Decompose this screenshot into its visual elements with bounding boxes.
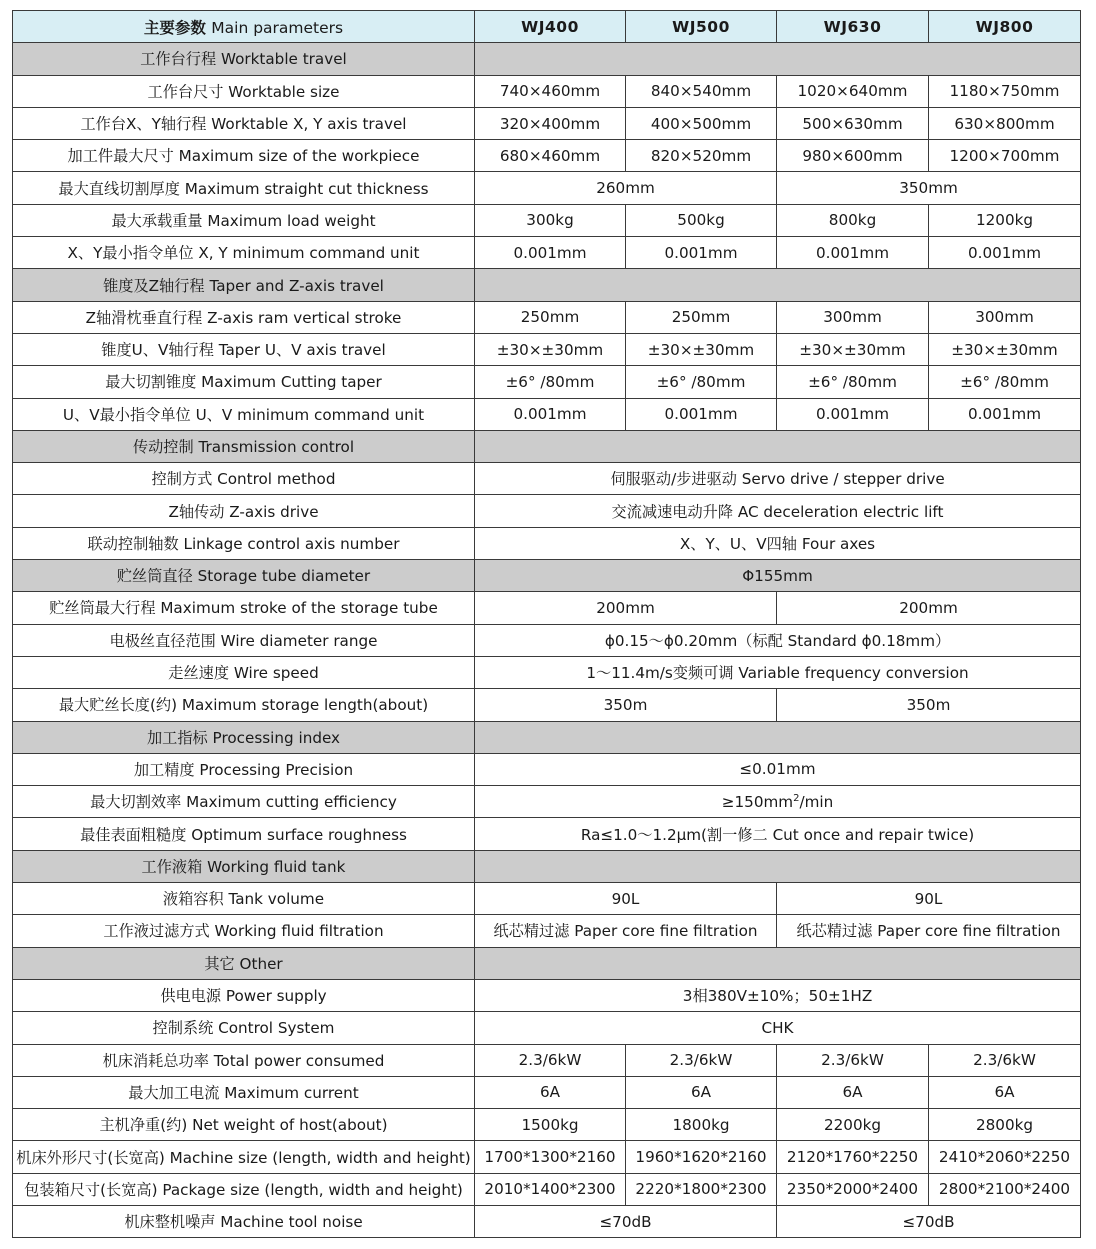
value-cell: 伺服驱动/步进驱动 Servo drive / stepper drive bbox=[475, 463, 1081, 495]
row-label: 机床消耗总功率 Total power consumed bbox=[13, 1044, 475, 1076]
table-row bbox=[13, 75, 1081, 107]
value-cell: 400×500mm bbox=[626, 107, 777, 139]
value-text: ≥150mm bbox=[721, 792, 794, 811]
value-cell: 纸芯精过滤 Paper core fine filtration bbox=[475, 915, 777, 947]
section-value-cell bbox=[475, 850, 1081, 882]
table-row bbox=[13, 915, 1081, 947]
row-label: X、Y最小指令单位 X, Y minimum command unit bbox=[13, 237, 475, 269]
value-cell: 纸芯精过滤 Paper core fine filtration bbox=[777, 915, 1081, 947]
row-label: 机床整机噪声 Machine tool noise bbox=[13, 1205, 475, 1237]
value-cell: 840×540mm bbox=[626, 75, 777, 107]
model-header-wj400: WJ400 bbox=[475, 11, 626, 43]
value-cell: 0.001mm bbox=[626, 237, 777, 269]
value-cell: 6A bbox=[626, 1076, 777, 1108]
row-label: 工作液过滤方式 Working fluid filtration bbox=[13, 915, 475, 947]
row-label: Z轴传动 Z-axis drive bbox=[13, 495, 475, 527]
value-cell: Ra≤1.0～1.2μm(割一修二 Cut once and repair twice) bbox=[475, 818, 1081, 850]
value-cell: 2220*1800*2300 bbox=[626, 1173, 777, 1205]
row-label: 电极丝直径范围 Wire diameter range bbox=[13, 624, 475, 656]
value-cell: 300mm bbox=[777, 301, 929, 333]
row-label: 加工精度 Processing Precision bbox=[13, 753, 475, 785]
value-cell: ≤70dB bbox=[475, 1205, 777, 1237]
table-row bbox=[13, 204, 1081, 236]
value-cell bbox=[475, 786, 1081, 818]
value-cell: 1800kg bbox=[626, 1109, 777, 1141]
table-row bbox=[13, 689, 1081, 721]
value-cell: 1180×750mm bbox=[929, 75, 1081, 107]
table-row bbox=[13, 883, 1081, 915]
row-label: U、V最小指令单位 U、V minimum command unit bbox=[13, 398, 475, 430]
value-cell: ±6° /80mm bbox=[475, 366, 626, 398]
value-cell: 1500kg bbox=[475, 1109, 626, 1141]
table-row bbox=[13, 624, 1081, 656]
section-label: 工作台行程 Worktable travel bbox=[13, 43, 475, 75]
section-label: 加工指标 Processing index bbox=[13, 721, 475, 753]
row-label: 最大切割效率 Maximum cutting efficiency bbox=[13, 786, 475, 818]
spec-table bbox=[12, 10, 1081, 1238]
value-cell: 320×400mm bbox=[475, 107, 626, 139]
value-cell: 0.001mm bbox=[626, 398, 777, 430]
section-label: 工作液箱 Working fluid tank bbox=[13, 850, 475, 882]
section-label: 锥度及Z轴行程 Taper and Z-axis travel bbox=[13, 269, 475, 301]
row-label: 工作台X、Y轴行程 Worktable X, Y axis travel bbox=[13, 107, 475, 139]
row-label: 最大加工电流 Maximum current bbox=[13, 1076, 475, 1108]
value-cell: 350m bbox=[777, 689, 1081, 721]
row-label: 供电电源 Power supply bbox=[13, 979, 475, 1011]
value-cell: 2.3/6kW bbox=[777, 1044, 929, 1076]
section-row bbox=[13, 850, 1081, 882]
table-row bbox=[13, 463, 1081, 495]
value-cell: 200mm bbox=[777, 592, 1081, 624]
section-value-cell bbox=[475, 43, 1081, 75]
row-label: 最佳表面粗糙度 Optimum surface roughness bbox=[13, 818, 475, 850]
model-header-wj800: WJ800 bbox=[929, 11, 1081, 43]
section-value-cell bbox=[475, 721, 1081, 753]
section-value-cell bbox=[475, 947, 1081, 979]
value-cell: 2800*2100*2400 bbox=[929, 1173, 1081, 1205]
value-cell: 630×800mm bbox=[929, 107, 1081, 139]
table-row bbox=[13, 107, 1081, 139]
value-cell: 0.001mm bbox=[475, 398, 626, 430]
row-label: 主机净重(约) Net weight of host(about) bbox=[13, 1109, 475, 1141]
table-row bbox=[13, 753, 1081, 785]
value-cell: 90L bbox=[475, 883, 777, 915]
value-superscript: 2 bbox=[793, 792, 800, 804]
table-row bbox=[13, 237, 1081, 269]
value-cell: 2120*1760*2250 bbox=[777, 1141, 929, 1173]
table-row bbox=[13, 979, 1081, 1011]
value-cell: 2.3/6kW bbox=[475, 1044, 626, 1076]
value-cell: ϕ0.15～ϕ0.20mm（标配 Standard ϕ0.18mm） bbox=[475, 624, 1081, 656]
section-value-cell bbox=[475, 430, 1081, 462]
section-label: 其它 Other bbox=[13, 947, 475, 979]
value-cell: 2800kg bbox=[929, 1109, 1081, 1141]
row-label: 包装箱尺寸(长宽高) Package size (length, width and height) bbox=[13, 1173, 475, 1205]
value-cell: 500kg bbox=[626, 204, 777, 236]
value-cell: 2350*2000*2400 bbox=[777, 1173, 929, 1205]
header-title-cn: 主要参数 bbox=[143, 18, 206, 37]
value-cell: ±6° /80mm bbox=[777, 366, 929, 398]
value-cell: 1960*1620*2160 bbox=[626, 1141, 777, 1173]
table-row bbox=[13, 366, 1081, 398]
row-label: 液箱容积 Tank volume bbox=[13, 883, 475, 915]
header-title-en: Main parameters bbox=[211, 18, 344, 37]
value-cell: 820×520mm bbox=[626, 140, 777, 172]
value-cell: 6A bbox=[929, 1076, 1081, 1108]
value-cell: 800kg bbox=[777, 204, 929, 236]
value-cell: 0.001mm bbox=[475, 237, 626, 269]
section-label: 贮丝筒直径 Storage tube diameter bbox=[13, 560, 475, 592]
value-cell: 2.3/6kW bbox=[626, 1044, 777, 1076]
value-cell: ±6° /80mm bbox=[626, 366, 777, 398]
table-row bbox=[13, 172, 1081, 204]
value-cell: 3相380V±10%；50±1HZ bbox=[475, 979, 1081, 1011]
row-label: 控制方式 Control method bbox=[13, 463, 475, 495]
table-row bbox=[13, 1044, 1081, 1076]
value-cell: 200mm bbox=[475, 592, 777, 624]
value-cell: 350mm bbox=[777, 172, 1081, 204]
table-row bbox=[13, 818, 1081, 850]
table-row bbox=[13, 398, 1081, 430]
table-row bbox=[13, 1205, 1081, 1237]
row-label: 最大直线切割厚度 Maximum straight cut thickness bbox=[13, 172, 475, 204]
table-row bbox=[13, 333, 1081, 365]
section-row bbox=[13, 721, 1081, 753]
section-row bbox=[13, 947, 1081, 979]
value-cell: 2200kg bbox=[777, 1109, 929, 1141]
row-label: Z轴滑枕垂直行程 Z-axis ram vertical stroke bbox=[13, 301, 475, 333]
header-title-cell bbox=[13, 11, 475, 43]
value-cell: 350m bbox=[475, 689, 777, 721]
value-cell: 0.001mm bbox=[929, 398, 1081, 430]
value-cell: 0.001mm bbox=[777, 237, 929, 269]
value-cell: ≤70dB bbox=[777, 1205, 1081, 1237]
table-row bbox=[13, 140, 1081, 172]
value-cell: 250mm bbox=[626, 301, 777, 333]
value-cell: 6A bbox=[777, 1076, 929, 1108]
table-row bbox=[13, 786, 1081, 818]
table-row bbox=[13, 592, 1081, 624]
value-cell: 1200kg bbox=[929, 204, 1081, 236]
table-row bbox=[13, 1173, 1081, 1205]
section-row bbox=[13, 269, 1081, 301]
value-cell: 250mm bbox=[475, 301, 626, 333]
section-row bbox=[13, 43, 1081, 75]
spec-table-body bbox=[13, 11, 1081, 1238]
header-row bbox=[13, 11, 1081, 43]
value-cell: X、Y、U、V四轴 Four axes bbox=[475, 527, 1081, 559]
value-cell: 1700*1300*2160 bbox=[475, 1141, 626, 1173]
table-row bbox=[13, 656, 1081, 688]
value-cell: 90L bbox=[777, 883, 1081, 915]
value-cell: 300kg bbox=[475, 204, 626, 236]
value-cell: ≤0.01mm bbox=[475, 753, 1081, 785]
row-label: 最大贮丝长度(约) Maximum storage length(about) bbox=[13, 689, 475, 721]
value-cell: 980×600mm bbox=[777, 140, 929, 172]
value-cell: 1200×700mm bbox=[929, 140, 1081, 172]
table-row bbox=[13, 495, 1081, 527]
row-label: 机床外形尺寸(长宽高) Machine size (length, width and height) bbox=[13, 1141, 475, 1173]
value-cell: ±30×±30mm bbox=[626, 333, 777, 365]
value-cell: ±30×±30mm bbox=[777, 333, 929, 365]
value-cell: 2.3/6kW bbox=[929, 1044, 1081, 1076]
section-label: 传动控制 Transmission control bbox=[13, 430, 475, 462]
table-row bbox=[13, 527, 1081, 559]
row-label: 最大切割锥度 Maximum Cutting taper bbox=[13, 366, 475, 398]
row-label: 控制系统 Control System bbox=[13, 1012, 475, 1044]
value-cell: 680×460mm bbox=[475, 140, 626, 172]
row-label: 锥度U、V轴行程 Taper U、V axis travel bbox=[13, 333, 475, 365]
value-cell: 740×460mm bbox=[475, 75, 626, 107]
model-header-wj500: WJ500 bbox=[626, 11, 777, 43]
value-cell: 6A bbox=[475, 1076, 626, 1108]
section-value-cell: Φ155mm bbox=[475, 560, 1081, 592]
row-label: 工作台尺寸 Worktable size bbox=[13, 75, 475, 107]
table-row bbox=[13, 1141, 1081, 1173]
value-cell: 交流减速电动升降 AC deceleration electric lift bbox=[475, 495, 1081, 527]
row-label: 走丝速度 Wire speed bbox=[13, 656, 475, 688]
row-label: 贮丝筒最大行程 Maximum stroke of the storage tube bbox=[13, 592, 475, 624]
section-row bbox=[13, 430, 1081, 462]
table-row bbox=[13, 301, 1081, 333]
table-row bbox=[13, 1076, 1081, 1108]
section-row bbox=[13, 560, 1081, 592]
row-label: 加工件最大尺寸 Maximum size of the workpiece bbox=[13, 140, 475, 172]
value-cell: 260mm bbox=[475, 172, 777, 204]
row-label: 联动控制轴数 Linkage control axis number bbox=[13, 527, 475, 559]
value-cell: 0.001mm bbox=[929, 237, 1081, 269]
value-cell: CHK bbox=[475, 1012, 1081, 1044]
value-unit-tail: /min bbox=[799, 792, 834, 811]
value-cell: 1020×640mm bbox=[777, 75, 929, 107]
value-cell: 500×630mm bbox=[777, 107, 929, 139]
value-cell: 1～11.4m/s变频可调 Variable frequency conversion bbox=[475, 656, 1081, 688]
value-cell: 2410*2060*2250 bbox=[929, 1141, 1081, 1173]
table-row bbox=[13, 1109, 1081, 1141]
model-header-wj630: WJ630 bbox=[777, 11, 929, 43]
value-cell: 2010*1400*2300 bbox=[475, 1173, 626, 1205]
table-row bbox=[13, 1012, 1081, 1044]
section-value-cell bbox=[475, 269, 1081, 301]
value-cell: ±6° /80mm bbox=[929, 366, 1081, 398]
value-cell: ±30×±30mm bbox=[475, 333, 626, 365]
value-cell: 300mm bbox=[929, 301, 1081, 333]
value-cell: 0.001mm bbox=[777, 398, 929, 430]
row-label: 最大承载重量 Maximum load weight bbox=[13, 204, 475, 236]
value-cell: ±30×±30mm bbox=[929, 333, 1081, 365]
